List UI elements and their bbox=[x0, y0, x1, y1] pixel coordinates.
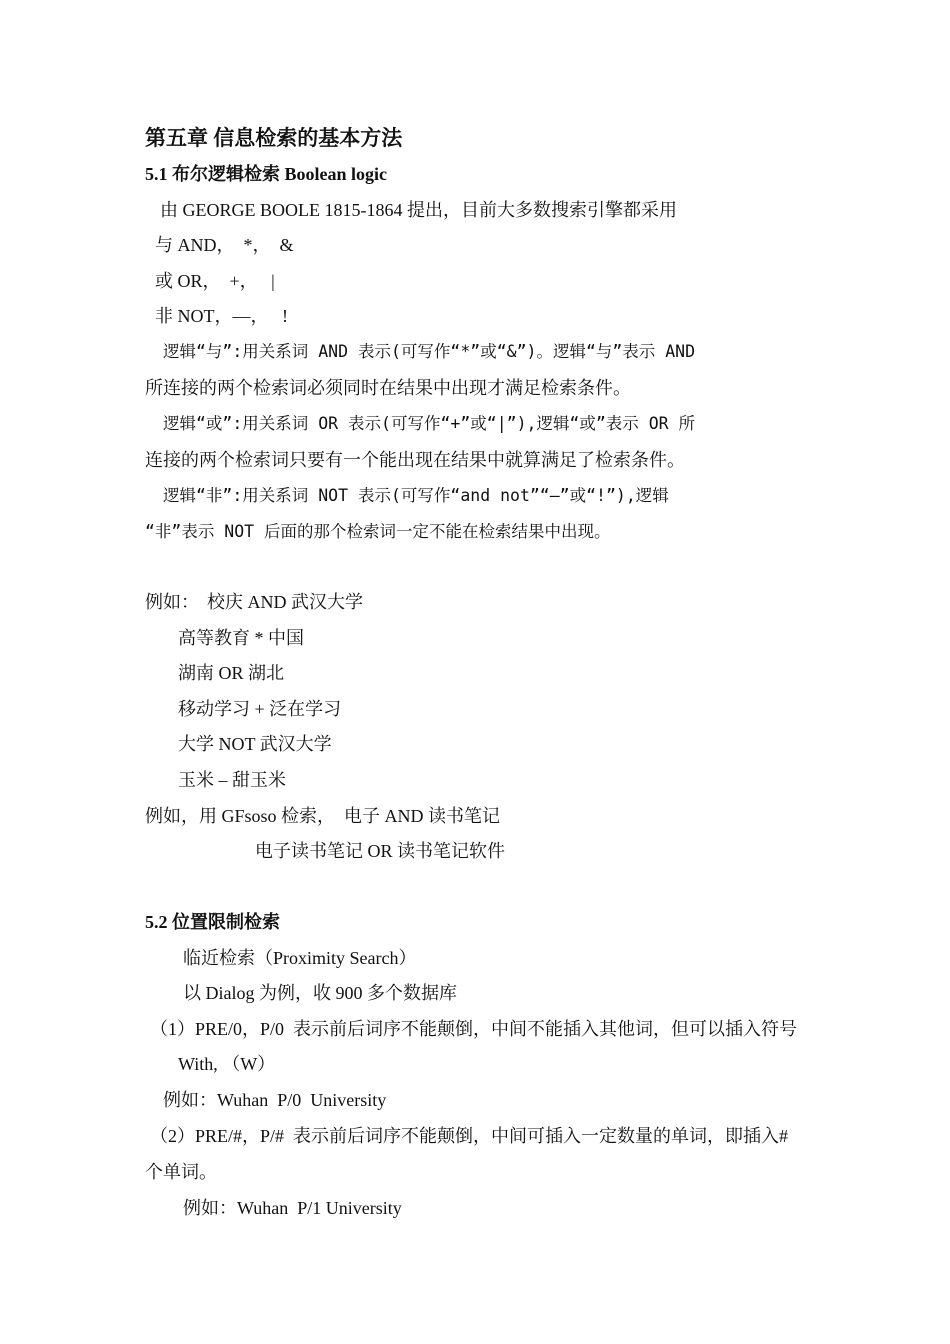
example-item: 大学 NOT 武汉大学 bbox=[178, 734, 332, 754]
operator-not: 非 NOT，—， ! bbox=[155, 306, 288, 326]
section-heading-5-1: 5.1 布尔逻辑检索 Boolean logic bbox=[145, 164, 387, 184]
pre0-example: 例如：Wuhan P/0 University bbox=[163, 1090, 387, 1110]
gfsoso-example-line-2: 电子读书笔记 OR 读书笔记软件 bbox=[255, 841, 506, 861]
example-item: 玉米 – 甜玉米 bbox=[178, 770, 286, 790]
pre0-definition: （1）PRE/0，P/0 表示前后词序不能颠倒，中间不能插入其他词，但可以插入符号 bbox=[150, 1019, 798, 1039]
operator-and: 与 AND， *， & bbox=[155, 235, 294, 255]
not-definition-line-2: “非”表示 NOT 后面的那个检索词一定不能在检索结果中出现。 bbox=[145, 522, 611, 541]
dialog-line: 以 Dialog 为例，收 900 多个数据库 bbox=[183, 983, 457, 1003]
example-item: 校庆 AND 武汉大学 bbox=[207, 592, 363, 612]
example-item: 高等教育 * 中国 bbox=[178, 628, 304, 648]
operator-or: 或 OR， +， | bbox=[155, 271, 275, 291]
pre-n-definition-line-1: （2）PRE/#，P/# 表示前后词序不能颠倒，中间可插入一定数量的单词，即插入# bbox=[150, 1126, 789, 1146]
pre-n-example: 例如：Wuhan P/1 University bbox=[183, 1198, 402, 1218]
section-heading-5-2: 5.2 位置限制检索 bbox=[145, 912, 280, 932]
or-definition-line-2: 连接的两个检索词只要有一个能出现在结果中就算满足了检索条件。 bbox=[145, 450, 685, 470]
example-label: 例如： bbox=[145, 592, 199, 612]
intro-line: 由 GEORGE BOOLE 1815-1864 提出，目前大多数搜索引擎都采用 bbox=[160, 200, 677, 220]
not-definition-line-1: 逻辑“非”:用关系词 NOT 表示(可写作“and not”“—”或“!”),逻辑 bbox=[163, 486, 669, 505]
proximity-search-line: 临近检索（Proximity Search） bbox=[183, 948, 417, 968]
chapter-title: 第五章 信息检索的基本方法 bbox=[145, 126, 403, 150]
example-item: 移动学习 + 泛在学习 bbox=[178, 699, 342, 719]
and-definition-line-1: 逻辑“与”:用关系词 AND 表示(可写作“*”或“&”)。逻辑“与”表示 AND bbox=[163, 342, 696, 361]
pre-n-definition-line-2: 个单词。 bbox=[145, 1162, 217, 1182]
with-line: With, （W） bbox=[178, 1054, 276, 1074]
or-definition-line-1: 逻辑“或”:用关系词 OR 表示(可写作“+”或“|”),逻辑“或”表示 OR 所 bbox=[163, 414, 696, 433]
example-item: 湖南 OR 湖北 bbox=[178, 663, 285, 683]
gfsoso-example-line-1: 例如，用 GFsoso 检索， 电子 AND 读书笔记 bbox=[145, 806, 501, 826]
and-definition-line-2: 所连接的两个检索词必须同时在结果中出现才满足检索条件。 bbox=[145, 378, 631, 398]
